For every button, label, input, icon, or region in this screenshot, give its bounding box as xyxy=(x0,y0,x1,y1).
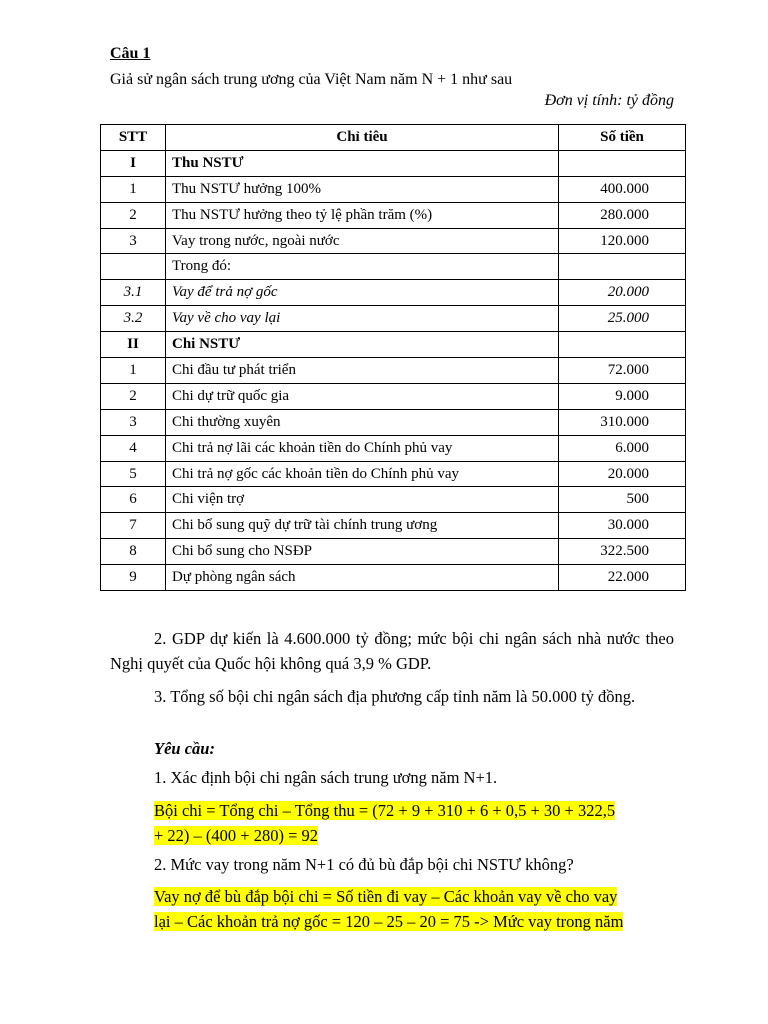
header-stt: STT xyxy=(101,125,166,151)
table-row xyxy=(101,150,686,176)
row-amount: 6.000 xyxy=(559,435,686,461)
row-stt: 2 xyxy=(101,202,166,228)
row-stt: 2 xyxy=(101,383,166,409)
table-row xyxy=(101,435,686,461)
table-row xyxy=(101,228,686,254)
row-stt: 3 xyxy=(101,228,166,254)
row-stt: 7 xyxy=(101,513,166,539)
row-stt: 9 xyxy=(101,565,166,591)
unit-label: Đơn vị tính: tỷ đồng xyxy=(544,92,674,109)
answer-2-line-1: Vay nợ để bù đắp bội chi = Số tiền đi vay – Các khoản vay về cho vay xyxy=(154,887,618,906)
paragraph-local-deficit: 3. Tổng số bội chi ngân sách địa phương cấp tỉnh năm là 50.000 tỷ đồng. xyxy=(154,687,636,706)
table-row xyxy=(101,513,686,539)
row-amount: 25.000 xyxy=(559,306,686,332)
row-item: Trong đó: xyxy=(166,254,559,280)
row-stt: 3.2 xyxy=(101,306,166,332)
budget-table xyxy=(100,124,686,591)
row-stt: 4 xyxy=(101,435,166,461)
row-amount: 20.000 xyxy=(559,280,686,306)
row-stt: 6 xyxy=(101,487,166,513)
row-amount: 500 xyxy=(559,487,686,513)
table-header-row xyxy=(101,125,686,151)
row-stt: I xyxy=(101,150,166,176)
row-stt: II xyxy=(101,332,166,358)
header-item: Chỉ tiêu xyxy=(166,125,559,151)
table-row xyxy=(101,254,686,280)
table-row xyxy=(101,565,686,591)
row-item: Chi viện trợ xyxy=(166,487,559,513)
intro-text: Giả sử ngân sách trung ương của Việt Nam năm N + 1 như sau xyxy=(110,71,513,88)
question-heading: Câu 1 xyxy=(110,45,151,62)
row-item: Thu NSTƯ xyxy=(166,150,559,176)
row-stt xyxy=(101,254,166,280)
answer-1-line-2: + 22) – (400 + 280) = 92 xyxy=(154,826,319,845)
row-item: Thu NSTƯ hưởng 100% xyxy=(166,176,559,202)
table-row xyxy=(101,358,686,384)
row-stt: 3.1 xyxy=(101,280,166,306)
row-amount xyxy=(559,150,686,176)
row-amount xyxy=(559,332,686,358)
row-amount: 400.000 xyxy=(559,176,686,202)
question-2: 2. Mức vay trong năm N+1 có đủ bù đắp bội chi NSTƯ không? xyxy=(154,855,574,874)
row-item: Dự phòng ngân sách xyxy=(166,565,559,591)
answer-2-line-2: lại – Các khoản trả nợ gốc = 120 – 25 – 20 = 75 -> Mức vay trong năm xyxy=(154,912,624,931)
question-1: 1. Xác định bội chi ngân sách trung ương năm N+1. xyxy=(154,768,498,787)
table-row xyxy=(101,280,686,306)
answer-2 xyxy=(154,884,674,934)
answer-1-line-1: Bội chi = Tổng chi – Tổng thu = (72 + 9 + 310 + 6 + 0,5 + 30 + 322,5 xyxy=(154,801,616,820)
table-row xyxy=(101,409,686,435)
row-amount: 9.000 xyxy=(559,383,686,409)
row-item: Chi trả nợ lãi các khoản tiền do Chính phủ vay xyxy=(166,435,559,461)
row-item: Chi đầu tư phát triển xyxy=(166,358,559,384)
row-item: Vay để trả nợ gốc xyxy=(166,280,559,306)
row-item: Chi NSTƯ xyxy=(166,332,559,358)
table-row xyxy=(101,383,686,409)
table-row xyxy=(101,332,686,358)
row-item: Chi bổ sung quỹ dự trữ tài chính trung ương xyxy=(166,513,559,539)
answer-1 xyxy=(154,798,674,848)
paragraph-gdp: 2. GDP dự kiến là 4.600.000 tỷ đồng; mức bội chi ngân sách nhà nước theo Nghị quyết của Quốc hội không quá 3,9 % GDP. xyxy=(110,629,674,673)
table-row xyxy=(101,306,686,332)
table-row xyxy=(101,461,686,487)
requirement-label: Yêu cầu: xyxy=(154,739,215,758)
row-amount: 280.000 xyxy=(559,202,686,228)
row-amount: 322.500 xyxy=(559,539,686,565)
row-amount xyxy=(559,254,686,280)
header-amount: Số tiền xyxy=(559,125,686,151)
row-item: Chi dự trữ quốc gia xyxy=(166,383,559,409)
row-amount: 20.000 xyxy=(559,461,686,487)
row-amount: 30.000 xyxy=(559,513,686,539)
row-item: Thu NSTƯ hưởng theo tỷ lệ phần trăm (%) xyxy=(166,202,559,228)
row-amount: 310.000 xyxy=(559,409,686,435)
row-stt: 3 xyxy=(101,409,166,435)
row-item: Vay về cho vay lại xyxy=(166,306,559,332)
row-amount: 120.000 xyxy=(559,228,686,254)
row-stt: 8 xyxy=(101,539,166,565)
table-row xyxy=(101,487,686,513)
table-row xyxy=(101,176,686,202)
row-item: Chi thường xuyên xyxy=(166,409,559,435)
row-stt: 1 xyxy=(101,358,166,384)
row-item: Vay trong nước, ngoài nước xyxy=(166,228,559,254)
row-amount: 72.000 xyxy=(559,358,686,384)
row-amount: 22.000 xyxy=(559,565,686,591)
row-item: Chi trả nợ gốc các khoản tiền do Chính phủ vay xyxy=(166,461,559,487)
table-row xyxy=(101,539,686,565)
row-item: Chi bổ sung cho NSĐP xyxy=(166,539,559,565)
row-stt: 5 xyxy=(101,461,166,487)
row-stt: 1 xyxy=(101,176,166,202)
table-row xyxy=(101,202,686,228)
